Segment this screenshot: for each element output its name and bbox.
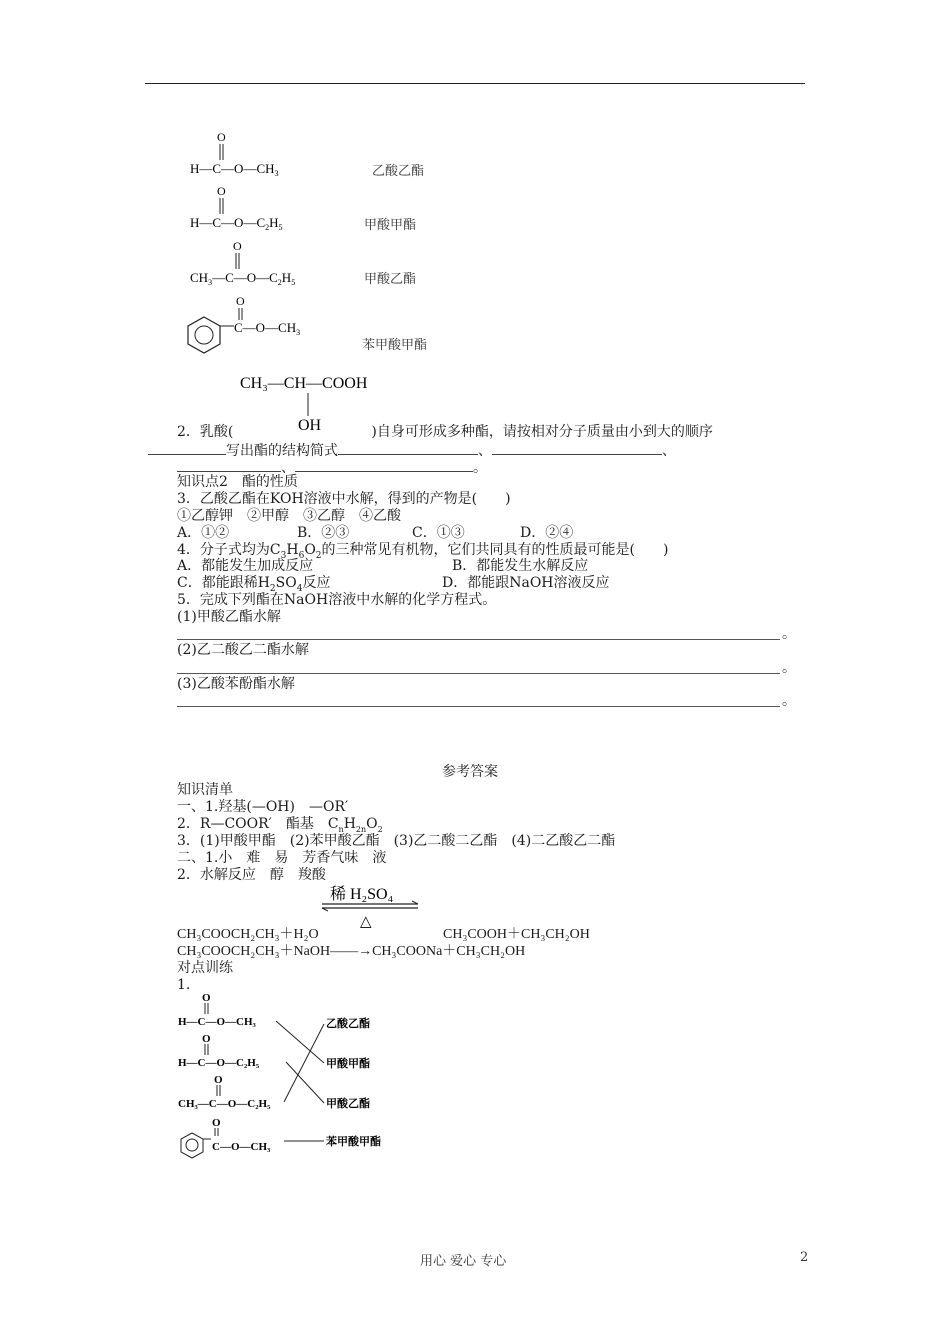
match-line-1 bbox=[276, 1021, 324, 1063]
q2-blank-2[interactable] bbox=[492, 441, 662, 455]
q2-line3: 、 。 bbox=[177, 458, 487, 477]
heat-symbol: △ bbox=[360, 914, 372, 928]
ester-structure-3-svg bbox=[190, 237, 330, 285]
q4-option-d[interactable]: D．都能跟NaOH溶液反应 bbox=[442, 575, 610, 591]
a4-formula: C—O—CH₃ bbox=[212, 1141, 271, 1153]
section-2-title: 知识点2 酯的性质 bbox=[177, 474, 298, 490]
ester-structure-3 bbox=[190, 237, 330, 289]
q4-option-c[interactable]: C．都能跟稀$H_2SO_4$反应 bbox=[177, 575, 331, 594]
q5-part1: (1)甲酸乙酯水解 bbox=[177, 609, 281, 625]
q5-answer-line-1[interactable] bbox=[177, 639, 780, 640]
equation-2: CH₃COOCH₂CH₃＋NaOH——→CH₃COONa＋CH₃CH₂OH bbox=[177, 944, 526, 959]
a4-oxygen: O bbox=[212, 1117, 221, 1129]
carbonyl-oxygen: O bbox=[217, 184, 226, 198]
a3-formula: CH₃—C—O—C₂H₅ bbox=[178, 1098, 271, 1110]
equilibrium-arrow bbox=[318, 884, 428, 928]
q2-line1: 2．乳酸( )自身可形成多种酯，请按相对分子质量由小到大的顺序 bbox=[177, 424, 713, 440]
q4-option-b[interactable]: B．都能发生水解反应 bbox=[452, 558, 589, 574]
structure-1-formula: $H—C—O—CH_3$ bbox=[190, 161, 279, 176]
ester-structure-4-svg bbox=[186, 292, 336, 370]
q5-period-2: 。 bbox=[782, 660, 796, 676]
answers-line-3: 3．(1)甲酸甲酯 (2)苯甲酸乙酯 (3)乙二酸二乙酯 (4)二乙酸乙二酯 bbox=[177, 833, 616, 849]
label-2: 甲酸甲酯 bbox=[364, 218, 417, 233]
q2-blank-4[interactable] bbox=[295, 458, 473, 472]
match-label-3: 甲酸乙酯 bbox=[326, 1098, 370, 1110]
ester-structure-2 bbox=[190, 182, 320, 234]
ester-structure-1-svg bbox=[190, 128, 310, 176]
match-label-2: 甲酸甲酯 bbox=[326, 1058, 370, 1070]
structure-2-formula: $H—C—O—C_2H_5$ bbox=[190, 215, 283, 230]
label-1: 乙酸乙酯 bbox=[372, 164, 425, 179]
answers-heading-2: 对点训练 bbox=[177, 960, 233, 976]
a3-oxygen: O bbox=[214, 1074, 223, 1086]
q4-option-a[interactable]: A．都能发生加成反应 bbox=[177, 558, 314, 574]
match-label-4: 苯甲酸甲酯 bbox=[326, 1136, 381, 1148]
footer-motto: 用心 爱心 专心 bbox=[420, 1254, 507, 1269]
q3-option-c[interactable]: C．①③ bbox=[412, 525, 465, 541]
q3-items: ①乙醇钾 ②甲醇 ③乙醇 ④乙酸 bbox=[177, 508, 401, 524]
q5-part2: (2)乙二酸乙二酯水解 bbox=[177, 642, 309, 658]
structure-4-formula: $C—O—CH_3$ bbox=[234, 320, 301, 337]
carbonyl-oxygen: O bbox=[217, 130, 226, 144]
matching-diagram bbox=[176, 990, 416, 1174]
answers-line-5: 2．水解反应 醇 羧酸 bbox=[177, 867, 326, 883]
match-line-3 bbox=[284, 1024, 324, 1102]
q2-blank-0[interactable] bbox=[148, 441, 226, 455]
matching-diagram-svg bbox=[176, 990, 416, 1170]
q5-answer-line-3[interactable] bbox=[177, 706, 780, 707]
hydroxyl-group: OH bbox=[298, 417, 322, 434]
answers-item-1: 1. bbox=[177, 977, 191, 993]
a1-oxygen: O bbox=[202, 992, 211, 1004]
reaction-condition bbox=[318, 884, 428, 932]
structure-3-formula: $CH_3—C—O—C_2H_5$ bbox=[190, 270, 296, 285]
header-rule bbox=[145, 83, 805, 84]
answers-line-2: 2．R—COOR′ 酯基 $C_nH_{2n}O_2$ bbox=[177, 816, 383, 834]
ester-structure-1 bbox=[190, 128, 310, 180]
answers-line-4: 二、1.小 难 易 芳香气味 液 bbox=[177, 850, 387, 866]
equation-1-right: CH₃COOH＋CH₃CH₂OH bbox=[443, 927, 590, 942]
label-4: 苯甲酸甲酯 bbox=[362, 338, 428, 353]
label-3: 甲酸乙酯 bbox=[364, 272, 417, 287]
carbonyl-oxygen: O bbox=[236, 294, 245, 308]
q3-stem: 3．乙酸乙酯在KOH溶液中水解，得到的产物是( ) bbox=[177, 491, 511, 507]
q3-option-b[interactable]: B．②③ bbox=[297, 525, 350, 541]
a2-oxygen: O bbox=[202, 1033, 211, 1045]
equation-1-left: CH₃COOCH₂CH₃＋H₂O bbox=[177, 927, 319, 942]
q5-part3: (3)乙酸苯酚酯水解 bbox=[177, 676, 295, 692]
match-line-2 bbox=[286, 1062, 324, 1103]
q5-answer-line-2[interactable] bbox=[177, 673, 780, 674]
lactic-formula: CH₃—CH—COOH bbox=[240, 375, 368, 392]
answers-title: 参考答案 bbox=[442, 764, 498, 780]
a2-formula: H—C—O—C₂H₅ bbox=[178, 1057, 260, 1069]
a1-formula: H—C—O—CH₃ bbox=[178, 1016, 256, 1028]
q5-stem: 5．完成下列酯在NaOH溶液中水解的化学方程式。 bbox=[177, 592, 497, 608]
q4-stem: 4．分子式均为$C_3H_6O_2$的三种常见有机物，它们共同具有的性质最可能是( ) bbox=[177, 542, 669, 561]
q5-period-1: 。 bbox=[782, 626, 796, 642]
q5-period-3: 。 bbox=[782, 693, 796, 709]
q3-option-a[interactable]: A．①② bbox=[177, 525, 230, 541]
ester-structure-4 bbox=[186, 292, 336, 374]
page-number: 2 bbox=[800, 1250, 809, 1265]
answers-heading-1: 知识清单 bbox=[177, 782, 233, 798]
carbonyl-oxygen: O bbox=[233, 239, 242, 253]
q2-line2: 写出酯的结构简式 、 、 bbox=[148, 441, 676, 460]
condition-acid: 稀 H₂SO₄ bbox=[330, 886, 394, 903]
q3-option-d[interactable]: D．②④ bbox=[520, 525, 574, 541]
q2-blank-3[interactable] bbox=[177, 458, 281, 472]
match-label-1: 乙酸乙酯 bbox=[326, 1018, 370, 1030]
ester-structure-2-svg bbox=[190, 182, 320, 230]
answers-line-1: 一、1.羟基(—OH) —OR′ bbox=[177, 799, 349, 815]
q2-blank-1[interactable] bbox=[338, 441, 478, 455]
